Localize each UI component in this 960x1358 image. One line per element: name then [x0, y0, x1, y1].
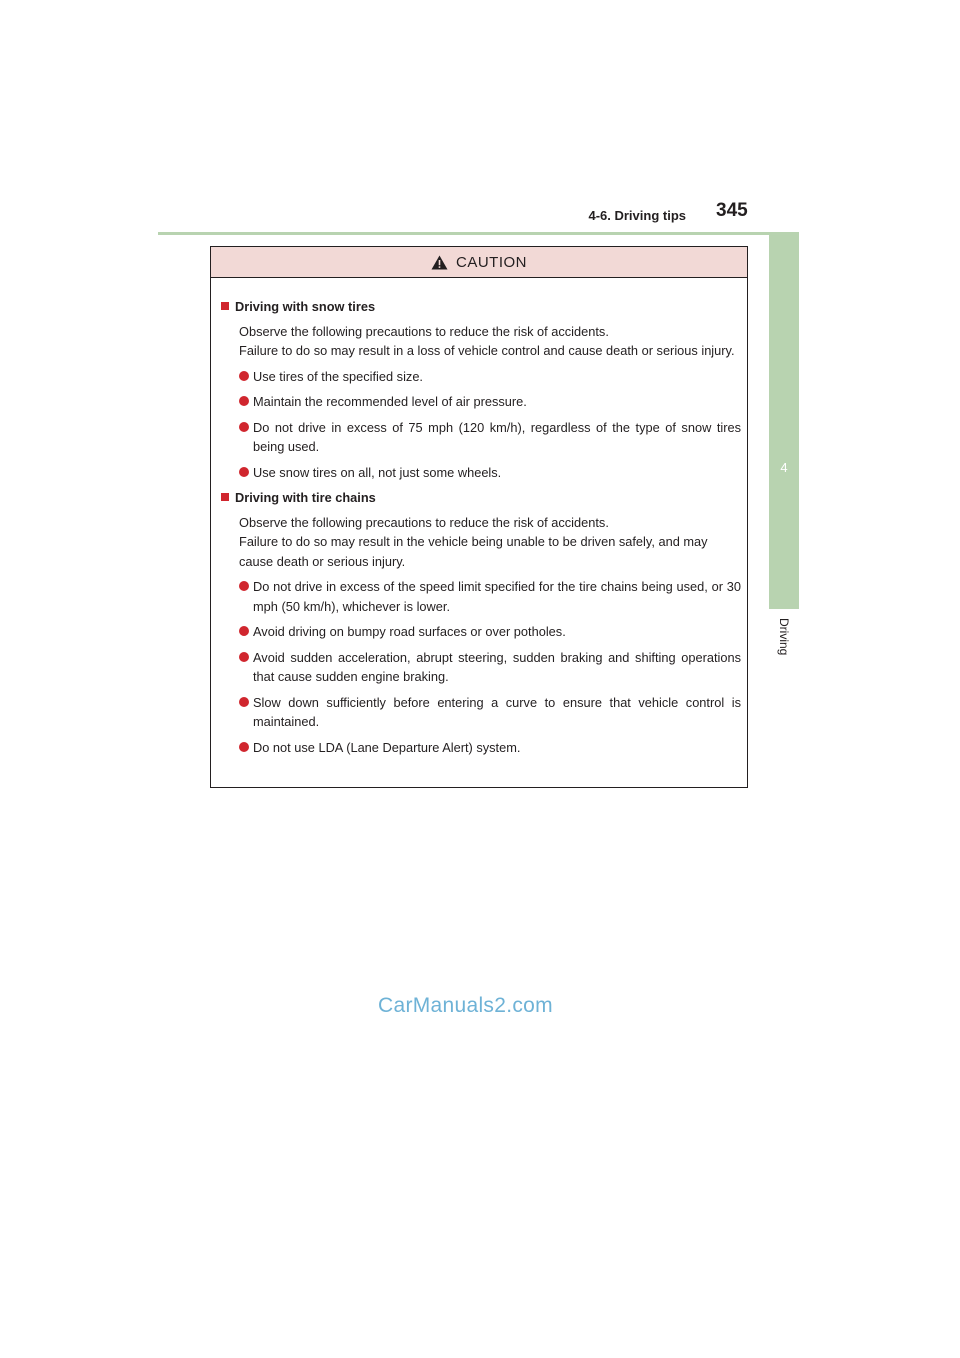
section-heading-tire-chains [221, 488, 741, 508]
square-bullet-icon [221, 493, 229, 501]
header-rule [158, 232, 799, 235]
round-bullet-icon [239, 467, 249, 477]
chapter-number: 4 [780, 460, 788, 475]
section-intro [221, 322, 741, 361]
header-section-title: 4-6. Driving tips [588, 208, 686, 223]
list-item [221, 367, 741, 387]
section-heading-text: Driving with tire chains [235, 490, 376, 505]
list-item-text: Slow down sufficiently before entering a curve to ensure that vehicle control is maintained. [253, 694, 741, 729]
round-bullet-icon [239, 422, 249, 432]
list-item [221, 648, 741, 687]
section-heading-snow-tires [221, 297, 741, 317]
caution-header [211, 247, 747, 278]
list-item-text: Maintain the recommended level of air pressure. [253, 394, 527, 409]
round-bullet-icon [239, 652, 249, 662]
list-item-text: Do not drive in excess of 75 mph (120 km/h), regardless of the type of snow tires being used. [253, 419, 741, 454]
round-bullet-icon [239, 742, 249, 752]
list-item [221, 622, 741, 642]
caution-body [211, 278, 747, 757]
list-item-text: Use tires of the specified size. [253, 368, 423, 384]
chapter-side-tab [769, 233, 799, 609]
square-bullet-icon [221, 302, 229, 310]
round-bullet-icon [239, 626, 249, 636]
caution-title: CAUTION [456, 253, 527, 271]
list-item-text: Do not use LDA (Lane Departure Alert) system. [253, 739, 521, 755]
list-item [221, 693, 741, 732]
watermark-link[interactable]: CarManuals2.com [378, 994, 553, 1017]
intro-line: Observe the following precautions to reduce the risk of accidents. [239, 323, 609, 339]
chapter-label: Driving [777, 618, 791, 656]
list-item [221, 418, 741, 457]
caution-box [210, 246, 748, 788]
warning-triangle-icon [431, 255, 448, 270]
round-bullet-icon [239, 697, 249, 707]
list-item [221, 463, 741, 483]
list-item [221, 738, 741, 758]
list-item-text: Avoid sudden acceleration, abrupt steering, sudden braking and shifting operations that cause sudden engine braking. [253, 649, 741, 684]
intro-line: Failure to do so may result in the vehicle being unable to be driven safely, and may cause death or serious injury. [239, 534, 708, 569]
round-bullet-icon [239, 371, 249, 381]
list-item-text: Use snow tires on all, not just some wheels. [253, 464, 502, 480]
list-item [221, 577, 741, 616]
list-item-text: Avoid driving on bumpy road surfaces or over potholes. [253, 624, 566, 639]
page-number: 345 [716, 200, 748, 221]
list-item [221, 392, 741, 412]
section-intro [221, 513, 741, 572]
round-bullet-icon [239, 396, 249, 406]
intro-line: Failure to do so may result in a loss of vehicle control and cause death or serious injury. [239, 343, 735, 358]
list-item-text: Do not drive in excess of the speed limit specified for the tire chains being used, or 30 mph (50 km/h), whichever is lower. [253, 579, 741, 614]
section-heading-text: Driving with snow tires [235, 299, 376, 314]
round-bullet-icon [239, 581, 249, 591]
intro-line: Observe the following precautions to reduce the risk of accidents. [239, 514, 609, 530]
